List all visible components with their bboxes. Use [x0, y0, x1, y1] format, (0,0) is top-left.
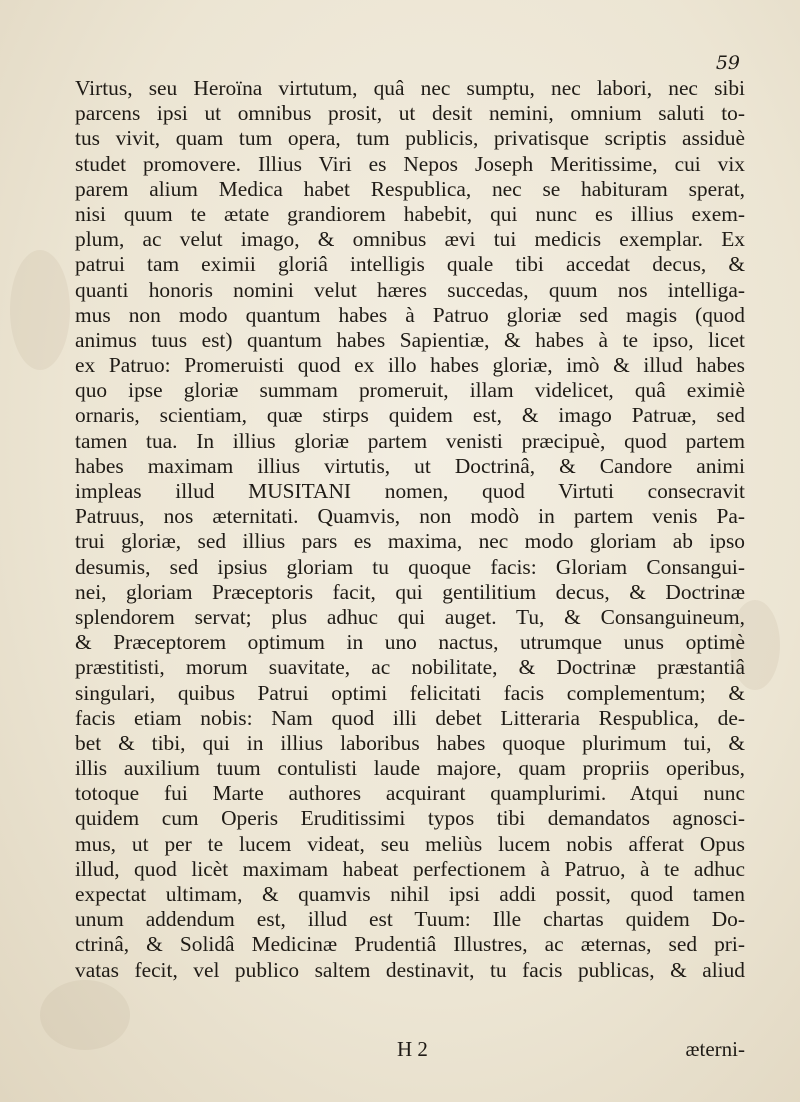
text-line: præstitisti, morum suavitate, ac nobilitate, & Doctrinæ præstantiâ	[75, 655, 745, 680]
text-line: singulari, quibus Patrui optimi felicitati facis complementum; &	[75, 680, 745, 705]
signature-mark: H 2	[397, 1037, 428, 1061]
text-line: Patruus, nos æternitati. Quamvis, non modò in partem venis Pa-	[75, 504, 745, 529]
text-line: facis etiam nobis: Nam quod illi debet Litteraria Respublica, de-	[75, 705, 745, 730]
text-line: quanti honoris nomini velut hæres succedas, quum nos intelliga-	[75, 277, 745, 302]
text-line: illud, quod licèt maximam habeat perfectionem à Patruo, à te adhuc	[75, 856, 745, 881]
text-line: expectat ultimam, & quamvis nihil ipsi addi possit, quod tamen	[75, 882, 745, 906]
text-line: vatas fecit, vel publico saltem destinavit, tu facis publicas, & aliud	[75, 957, 745, 982]
text-line: mus, ut per te lucem videat, seu meliùs lucem nobis afferat Opus	[75, 831, 745, 856]
text-line: animus tuus est) quantum habes Sapientiæ, & habes à te ipso, licet	[75, 327, 745, 352]
text-line: impleas illud MUSITANI nomen, quod Virtuti consecravit	[75, 479, 745, 503]
text-line: parcens ipsi ut omnibus prosit, ut desit nemini, omnium saluti to-	[75, 101, 745, 126]
text-line: nisi quum te ætate grandiorem habebit, qui nunc es illius exem-	[75, 201, 745, 226]
text-line: tamen tua. In illius gloriæ partem venisti præcipuè, quod partem	[75, 428, 745, 453]
text-line: tus vivit, quam tum opera, tum publicis, privatisque scriptis assiduè	[75, 126, 745, 151]
text-line: ex Patruo: Promeruisti quod ex illo habes gloriæ, imò & illud habes	[75, 353, 745, 378]
text-line: ctrinâ, & Solidâ Medicinæ Prudentiâ Illustres, ac æternas, sed pri-	[75, 932, 745, 957]
text-line: bet & tibi, qui in illius laboribus habes quoque plurimum tui, &	[75, 730, 745, 755]
text-line: plum, ac velut imago, & omnibus ævi tui medicis exemplar. Ex	[75, 227, 745, 252]
text-line: splendorem servat; plus adhuc qui auget. Tu, & Consanguineum,	[75, 604, 745, 629]
body-text	[75, 76, 745, 983]
text-line: studet promovere. Illius Viri es Nepos Joseph Meritissime, cui vix	[75, 151, 745, 176]
text-line: unum addendum est, illud est Tuum: Ille chartas quidem Do-	[75, 907, 745, 932]
text-line: trui gloriæ, sed illius pars es maxima, nec modo gloriam ab ipso	[75, 529, 745, 554]
text-line: & Præceptorem optimum in uno nactus, utrumque unus optimè	[75, 630, 745, 655]
text-line: Virtus, seu Heroïna virtutum, quâ nec sumptu, nec labori, nec sibi	[75, 76, 745, 100]
catchword: æterni-	[685, 1037, 745, 1061]
text-line: mus non modo quantum habes à Patruo gloriæ sed magis (quod	[75, 302, 745, 327]
text-line: ornaris, scientiam, quæ stirps quidem est, & imago Patruæ, sed	[75, 403, 745, 428]
text-line: quo ipse gloriæ summam promeruit, illam videlicet, quâ eximiè	[75, 378, 745, 403]
text-line: quidem cum Operis Eruditissimi typos tibi demandatos agnosci-	[75, 806, 745, 831]
text-line: patrui tam eximii gloriâ intelligis quale tibi accedat decus, &	[75, 252, 745, 277]
paper-stain	[10, 250, 70, 370]
text-line: totoque fui Marte authores acquirant quamplurimi. Atqui nunc	[75, 781, 745, 806]
text-line: parem alium Medica habet Respublica, nec se habituram sperat,	[75, 176, 745, 201]
text-line: nei, gloriam Præceptoris facit, qui gentilitium decus, & Doctrinæ	[75, 579, 745, 604]
page-footer	[75, 1037, 745, 1062]
text-line: habes maximam illius virtutis, ut Doctrinâ, & Candore animi	[75, 453, 745, 478]
text-line: desumis, sed ipsius gloriam tu quoque facis: Gloriam Consangui-	[75, 554, 745, 579]
text-line: illis auxilium tuum contulisti laude majore, quam propriis operibus,	[75, 756, 745, 781]
page-number: 59	[715, 52, 740, 74]
